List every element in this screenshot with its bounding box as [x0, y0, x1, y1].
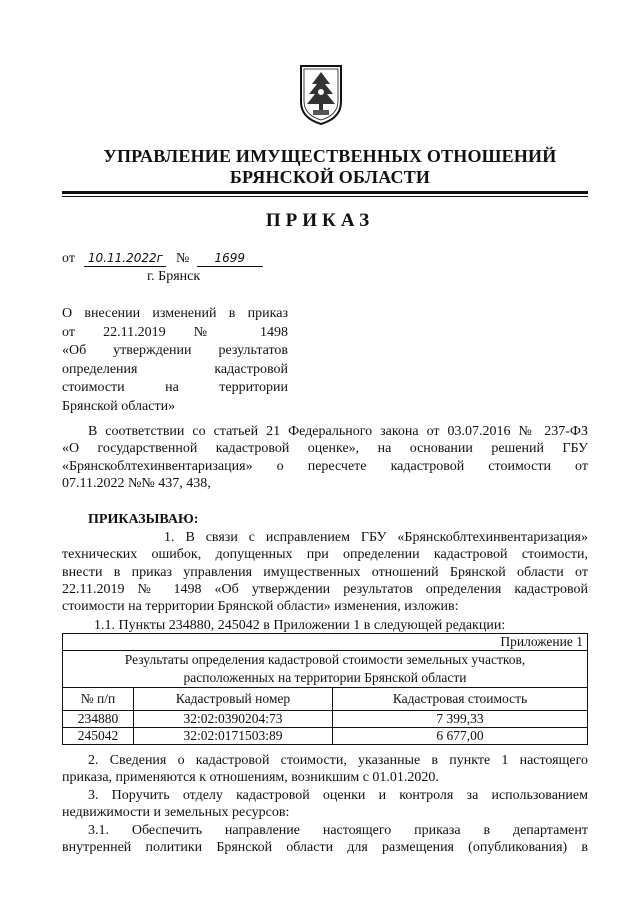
subject-line: Брянской области»: [62, 398, 176, 414]
paragraph-line: 3. Поручить отделу кадастровой оценки и контроля за использованием: [88, 788, 588, 803]
column-header: Кадастровая стоимость: [333, 688, 588, 711]
coat-of-arms-icon: [298, 62, 344, 126]
table-row: [63, 634, 588, 651]
table-title: [63, 651, 588, 688]
document-date: 10.11.2022г: [84, 251, 166, 267]
order-subject: [62, 305, 288, 416]
subject-line: О внесении изменений в приказ: [62, 306, 288, 321]
paragraph-line: «О государственной кадастровой оценке», на основании решений ГБУ: [62, 441, 588, 457]
table-title-line2: расположенных на территории Брянской области: [183, 670, 467, 685]
table-header-row: [63, 688, 588, 711]
organization-name-line2: БРЯНСКОЙ ОБЛАСТИ: [229, 167, 431, 187]
table-cell: 32:02:0390204:73: [134, 711, 333, 728]
subject-line: стоимости на территории: [62, 380, 288, 395]
table-cell: 234880: [63, 711, 134, 728]
item-1-paragraph: [62, 529, 588, 615]
table-cell: 6 677,00: [333, 728, 588, 745]
subject-line: определения кадастровой: [62, 361, 288, 377]
document-number: 1699: [197, 251, 263, 267]
date-number-line: [62, 251, 263, 267]
paragraph-line: 22.11.2019 № 1498 «Об утверждении результатов определения кадастровой: [62, 581, 588, 597]
organization-name-line1: УПРАВЛЕНИЕ ИМУЩЕСТВЕННЫХ ОТНОШЕНИЙ: [103, 146, 557, 166]
table-row: [63, 711, 588, 728]
date-prefix: от: [62, 251, 75, 266]
item-1-1-paragraph: [62, 617, 588, 634]
paragraph-line: внести в приказ управления имущественных отношений Брянской области от: [62, 564, 588, 580]
paragraph-line: приказа, применяются к отношениям, возникшим с 01.01.2020.: [62, 770, 439, 786]
document-title: ПРИКАЗ: [265, 210, 375, 231]
number-prefix: №: [175, 251, 190, 266]
table-cell: 7 399,33: [333, 711, 588, 728]
header-divider-thick: [62, 191, 588, 194]
column-header: Кадастровый номер: [134, 688, 333, 711]
subject-line: «Об утверждении результатов: [62, 343, 288, 358]
paragraph-line: стоимости на территории Брянской области» изменения, изложив:: [62, 599, 459, 615]
appendix-label: Приложение 1: [63, 634, 588, 651]
column-header: № п/п: [63, 688, 134, 711]
table-title-line1: Результаты определения кадастровой стоимости земельных участков,: [124, 652, 526, 667]
cadastral-results-table: [62, 633, 588, 745]
item-3-1-paragraph: [62, 822, 588, 857]
table-cell: 32:02:0171503:89: [134, 728, 333, 745]
paragraph-line: технических ошибок, допущенных при определении кадастровой стоимости,: [62, 547, 588, 563]
item-3-paragraph: [62, 787, 588, 822]
table-row: [63, 728, 588, 745]
item-2-paragraph: [62, 752, 588, 787]
paragraph-line: 2. Сведения о кадастровой стоимости, указанные в пункте 1 настоящего: [88, 753, 588, 768]
document-city: г. Брянск: [147, 269, 201, 284]
paragraph-line: «Брянскоблтехинвентаризация» о пересчете кадастровой стоимости от: [62, 458, 588, 474]
paragraph-line: 1. В связи с исправлением ГБУ «Брянскоблтехинвентаризация»: [164, 530, 588, 545]
subject-line: от 22.11.2019 № 1498: [62, 324, 288, 340]
paragraph-line: 3.1. Обеспечить направление настоящего приказа в департамент: [88, 823, 588, 838]
table-cell: 245042: [63, 728, 134, 745]
paragraph-line: 07.11.2022 №№ 437, 438,: [62, 475, 211, 491]
preamble-paragraph: [62, 423, 588, 492]
paragraph-line: В соответствии со статьей 21 Федерального закона от 03.07.2016 № 237-ФЗ: [88, 424, 588, 439]
table-row: [63, 651, 588, 688]
header-divider-thin: [62, 196, 588, 197]
paragraph-line: 1.1. Пункты 234880, 245042 в Приложении 1 в следующей редакции:: [94, 618, 506, 633]
paragraph-line: внутренней политики Брянской области для размещения (опубликования) в: [62, 840, 588, 856]
order-heading: ПРИКАЗЫВАЮ:: [88, 512, 199, 527]
paragraph-line: недвижимости и земельных ресурсов:: [62, 805, 290, 821]
